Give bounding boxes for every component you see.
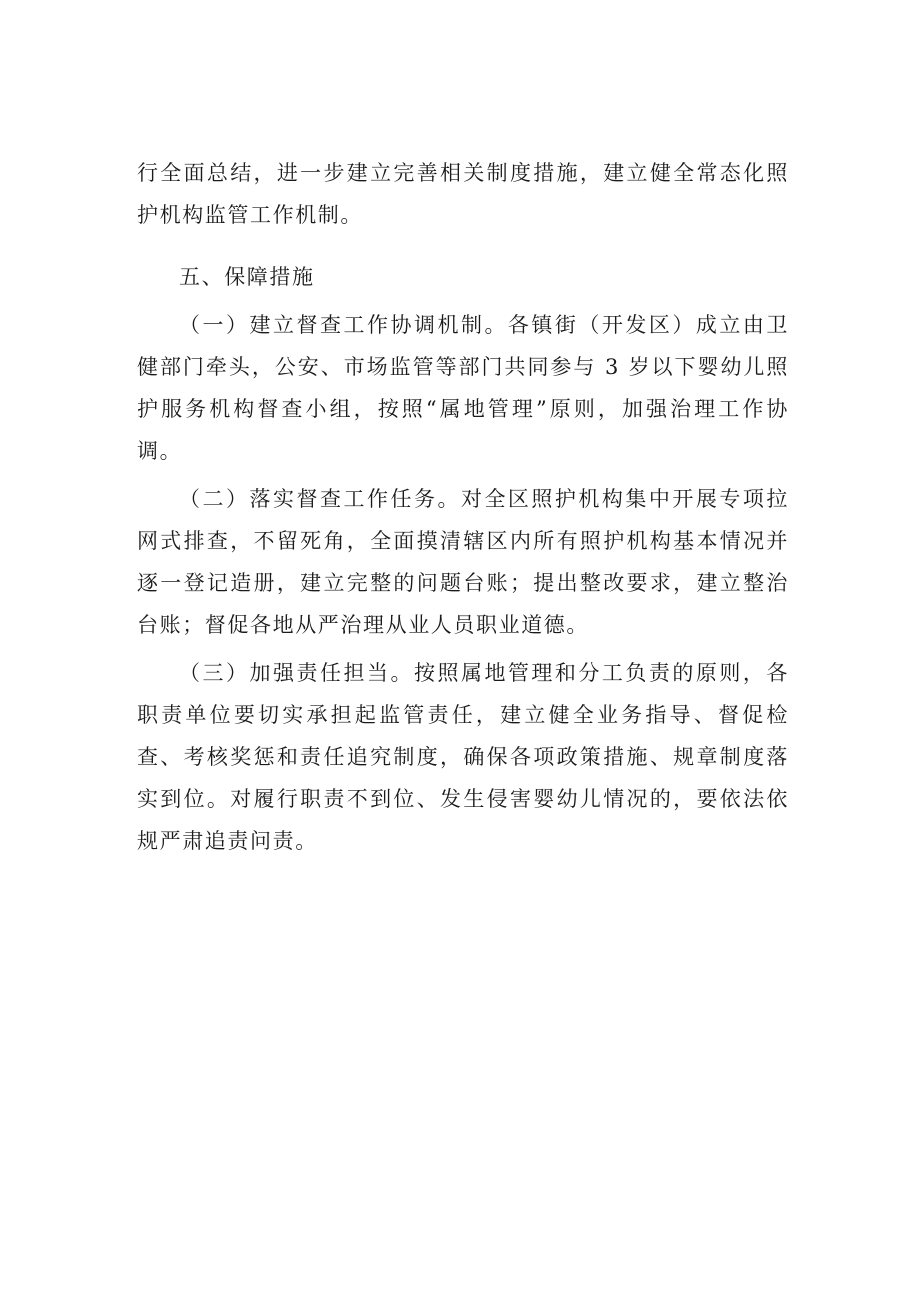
document-body	[137, 152, 789, 862]
paragraph-continuation: 行全面总结，进一步建立完善相关制度措施，建立健全常态化照护机构监管工作机制。	[137, 161, 789, 227]
section-heading: 五、保障措施	[179, 265, 315, 289]
paragraph-measure-3: （三）加强责任担当。按照属地管理和分工负责的原则，各职责单位要切实承担起监管责任，建立健全业务指导、督促检查、考核奖惩和责任追究制度，确保各项政策措施、规章制度落实到位。对履行职责不到位、发生侵害婴幼儿情况的，要依法依规严肃追责问责。	[137, 661, 789, 853]
paragraph-measure-2: （二）落实督查工作任务。对全区照护机构集中开展专项拉网式排查，不留死角，全面摸清辖区内所有照护机构基本情况并逐一登记造册，建立完整的问题台账；提出整改要求，建立整治台账；督促各地从严治理从业人员职业道德。	[137, 487, 789, 637]
paragraph-measure-1: （一）建立督查工作协调机制。各镇街（开发区）成立由卫健部门牵头，公安、市场监管等部门共同参与 3 岁以下婴幼儿照护服务机构督查小组，按照“属地管理”原则，加强治理工作协调。	[137, 313, 789, 463]
